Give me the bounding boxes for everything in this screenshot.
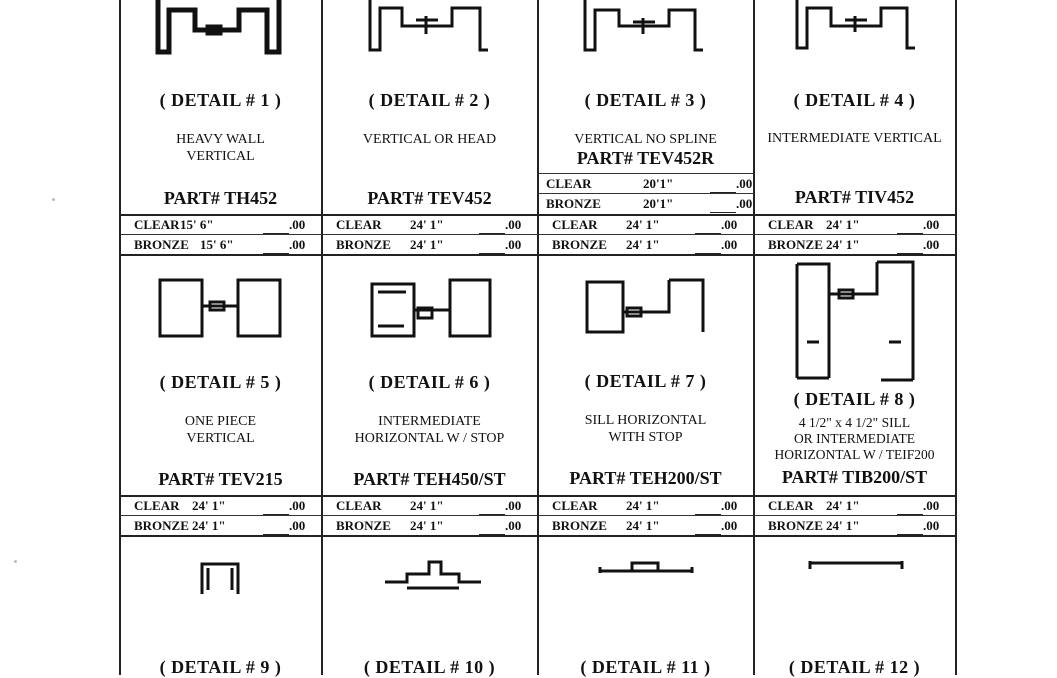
price-blank: [479, 220, 505, 234]
price-field: [263, 215, 305, 234]
price-field: [695, 215, 737, 234]
price-cents: .00: [736, 196, 753, 211]
price-field: [695, 496, 737, 515]
detail-title-4: ( DETAIL # 4 ): [793, 90, 916, 110]
detail-desc-8: [754, 415, 955, 463]
length-value: 24' 1": [192, 498, 226, 513]
desc-line: VERTICAL: [186, 431, 255, 446]
price-row: [754, 496, 955, 515]
scan-speck: [14, 560, 17, 563]
profile-drawing-4: [795, 0, 920, 55]
price-row: [120, 215, 321, 234]
price-row: [538, 516, 753, 535]
finish-label: BRONZE: [336, 518, 391, 533]
finish-label: CLEAR: [768, 217, 814, 232]
detail-title-2: ( DETAIL # 2 ): [368, 90, 491, 110]
price-row: [538, 215, 753, 234]
price-field: [263, 496, 305, 515]
price-blank: [263, 501, 289, 515]
detail-desc-1: [120, 131, 321, 165]
grid-line: [119, 535, 957, 537]
price-field: [897, 215, 939, 234]
price-field: [695, 516, 737, 535]
detail-desc-7: [538, 412, 753, 446]
desc-line: VERTICAL NO SPLINE: [574, 132, 717, 147]
profile-drawing-9: [198, 560, 244, 600]
price-blank: [695, 240, 721, 254]
price-blank: [479, 521, 505, 535]
price-cents: .00: [721, 237, 738, 252]
price-field: [710, 174, 752, 193]
price-field: [897, 496, 939, 515]
profile-drawing-2: [368, 0, 493, 55]
part-number-7: PART# TEH200/ST: [569, 468, 722, 488]
finish-label: CLEAR: [134, 498, 180, 513]
detail-desc-4: [754, 130, 955, 147]
grid-line: [955, 0, 957, 675]
price-field: [479, 516, 521, 535]
part-number-2: PART# TEV452: [367, 188, 492, 208]
part-number-6: PART# TEH450/ST: [353, 469, 506, 489]
price-field: [897, 516, 939, 535]
length-value: 24' 1": [626, 518, 660, 533]
price-cents: .00: [505, 518, 522, 533]
price-field: [695, 235, 737, 254]
price-row: [538, 174, 753, 193]
length-value: 24' 1": [192, 518, 226, 533]
detail-desc-2: [322, 131, 537, 148]
length-value: 20'1": [643, 176, 674, 191]
price-field: [479, 235, 521, 254]
price-cents: .00: [923, 237, 940, 252]
detail-desc-3: [538, 131, 753, 148]
detail-title-8: ( DETAIL # 8 ): [793, 389, 916, 409]
price-field: [263, 235, 305, 254]
length-value: 24' 1": [410, 217, 444, 232]
length-value: 24' 1": [826, 217, 860, 232]
price-cents: .00: [721, 217, 738, 232]
detail-title-12: ( DETAIL # 12 ): [788, 657, 921, 677]
price-blank: [897, 521, 923, 535]
finish-label: CLEAR: [552, 217, 598, 232]
price-row: [120, 516, 321, 535]
finish-label: CLEAR: [768, 498, 814, 513]
part-number-1: PART# TH452: [163, 188, 278, 208]
profile-drawing-6: [370, 278, 494, 340]
price-row: [754, 215, 955, 234]
part-number-4: PART# TIV452: [794, 187, 915, 207]
length-value: 24' 1": [826, 498, 860, 513]
price-row: [322, 235, 537, 254]
detail-desc-6: [322, 413, 537, 447]
desc-line: INTERMEDIATE VERTICAL: [767, 131, 942, 146]
detail-title-10: ( DETAIL # 10 ): [363, 657, 496, 677]
price-cents: .00: [923, 518, 940, 533]
price-cents: .00: [721, 498, 738, 513]
price-row: [322, 516, 537, 535]
price-cents: .00: [923, 217, 940, 232]
length-value: 24' 1": [826, 518, 860, 533]
price-blank: [479, 240, 505, 254]
price-field: [263, 516, 305, 535]
desc-line: VERTICAL: [186, 149, 255, 164]
detail-title-5: ( DETAIL # 5 ): [159, 372, 282, 392]
finish-label: BRONZE: [552, 518, 607, 533]
length-value: 24' 1": [826, 237, 860, 252]
price-cents: .00: [289, 498, 306, 513]
profile-drawing-10: [383, 556, 483, 592]
desc-line: WITH STOP: [608, 430, 683, 445]
finish-label: BRONZE: [336, 237, 391, 252]
profile-drawing-12: [808, 557, 904, 573]
price-blank: [695, 521, 721, 535]
price-row: [538, 496, 753, 515]
price-field: [897, 235, 939, 254]
price-blank: [263, 240, 289, 254]
price-row: [754, 516, 955, 535]
price-blank: [695, 220, 721, 234]
length-value: 24' 1": [410, 498, 444, 513]
profile-drawing-3: [583, 0, 708, 55]
part-number-8: PART# TIB200/ST: [781, 467, 928, 487]
price-cents: .00: [505, 237, 522, 252]
detail-title-6: ( DETAIL # 6 ): [368, 372, 491, 392]
price-cents: .00: [289, 237, 306, 252]
profile-drawing-5: [158, 278, 284, 340]
detail-title-11: ( DETAIL # 11 ): [580, 657, 711, 677]
price-field: [710, 194, 752, 213]
desc-line: 4 1/2" x 4 1/2" SILL: [798, 415, 911, 430]
desc-line: OR INTERMEDIATE: [793, 431, 916, 446]
length-value: 24' 1": [626, 237, 660, 252]
detail-title-1: ( DETAIL # 1 ): [159, 90, 282, 110]
length-value: 24' 1": [626, 217, 660, 232]
part-number-3: PART# TEV452R: [576, 148, 715, 168]
finish-label: BRONZE: [768, 237, 823, 252]
price-blank: [479, 501, 505, 515]
desc-line: SILL HORIZONTAL: [584, 413, 707, 428]
price-row: [322, 496, 537, 515]
price-blank: [897, 501, 923, 515]
finish-label: CLEAR: [552, 498, 598, 513]
desc-line: HEAVY WALL: [176, 132, 265, 147]
desc-line: HORIZONTAL W / STOP: [354, 431, 505, 446]
length-value: 24' 1": [626, 498, 660, 513]
profile-drawing-7: [585, 278, 709, 340]
price-cents: .00: [289, 518, 306, 533]
grid-line: [119, 254, 957, 256]
price-blank: [263, 521, 289, 535]
price-row: [120, 496, 321, 515]
finish-label: BRONZE: [768, 518, 823, 533]
detail-desc-5: [120, 413, 321, 447]
scan-speck: [52, 198, 55, 201]
profile-drawing-11: [598, 555, 694, 577]
price-cents: .00: [923, 498, 940, 513]
price-row: [538, 194, 753, 213]
detail-title-3: ( DETAIL # 3 ): [584, 90, 707, 110]
finish-label: BRONZE: [134, 237, 189, 252]
finish-label: CLEAR: [134, 217, 180, 232]
profile-drawing-1: [155, 0, 285, 55]
finish-label: BRONZE: [552, 237, 607, 252]
detail-title-7: ( DETAIL # 7 ): [584, 371, 707, 391]
price-row: [754, 235, 955, 254]
finish-label: CLEAR: [546, 176, 592, 191]
length-value: 24' 1": [410, 518, 444, 533]
finish-label: CLEAR: [336, 498, 382, 513]
price-blank: [263, 220, 289, 234]
desc-line: VERTICAL OR HEAD: [362, 132, 497, 147]
price-cents: .00: [505, 498, 522, 513]
price-blank: [897, 220, 923, 234]
length-value: 15' 6": [200, 237, 234, 252]
price-field: [479, 496, 521, 515]
profile-drawing-8: [793, 258, 919, 384]
price-cents: .00: [289, 217, 306, 232]
finish-label: BRONZE: [546, 196, 601, 211]
price-blank: [695, 501, 721, 515]
length-value: 20'1": [643, 196, 674, 211]
price-row: [538, 235, 753, 254]
finish-label: BRONZE: [134, 518, 189, 533]
desc-line: INTERMEDIATE: [378, 414, 481, 429]
desc-line: ONE PIECE: [184, 414, 257, 429]
price-row: [120, 235, 321, 254]
length-value: 15' 6": [180, 217, 214, 232]
desc-line: HORIZONTAL W / TEIF200: [774, 447, 935, 462]
detail-title-9: ( DETAIL # 9 ): [159, 657, 282, 677]
price-cents: .00: [721, 518, 738, 533]
finish-label: CLEAR: [336, 217, 382, 232]
price-cents: .00: [736, 176, 753, 191]
price-cents: .00: [505, 217, 522, 232]
part-number-5: PART# TEV215: [158, 469, 283, 489]
price-row: [322, 215, 537, 234]
length-value: 24' 1": [410, 237, 444, 252]
price-blank: [897, 240, 923, 254]
price-field: [479, 215, 521, 234]
